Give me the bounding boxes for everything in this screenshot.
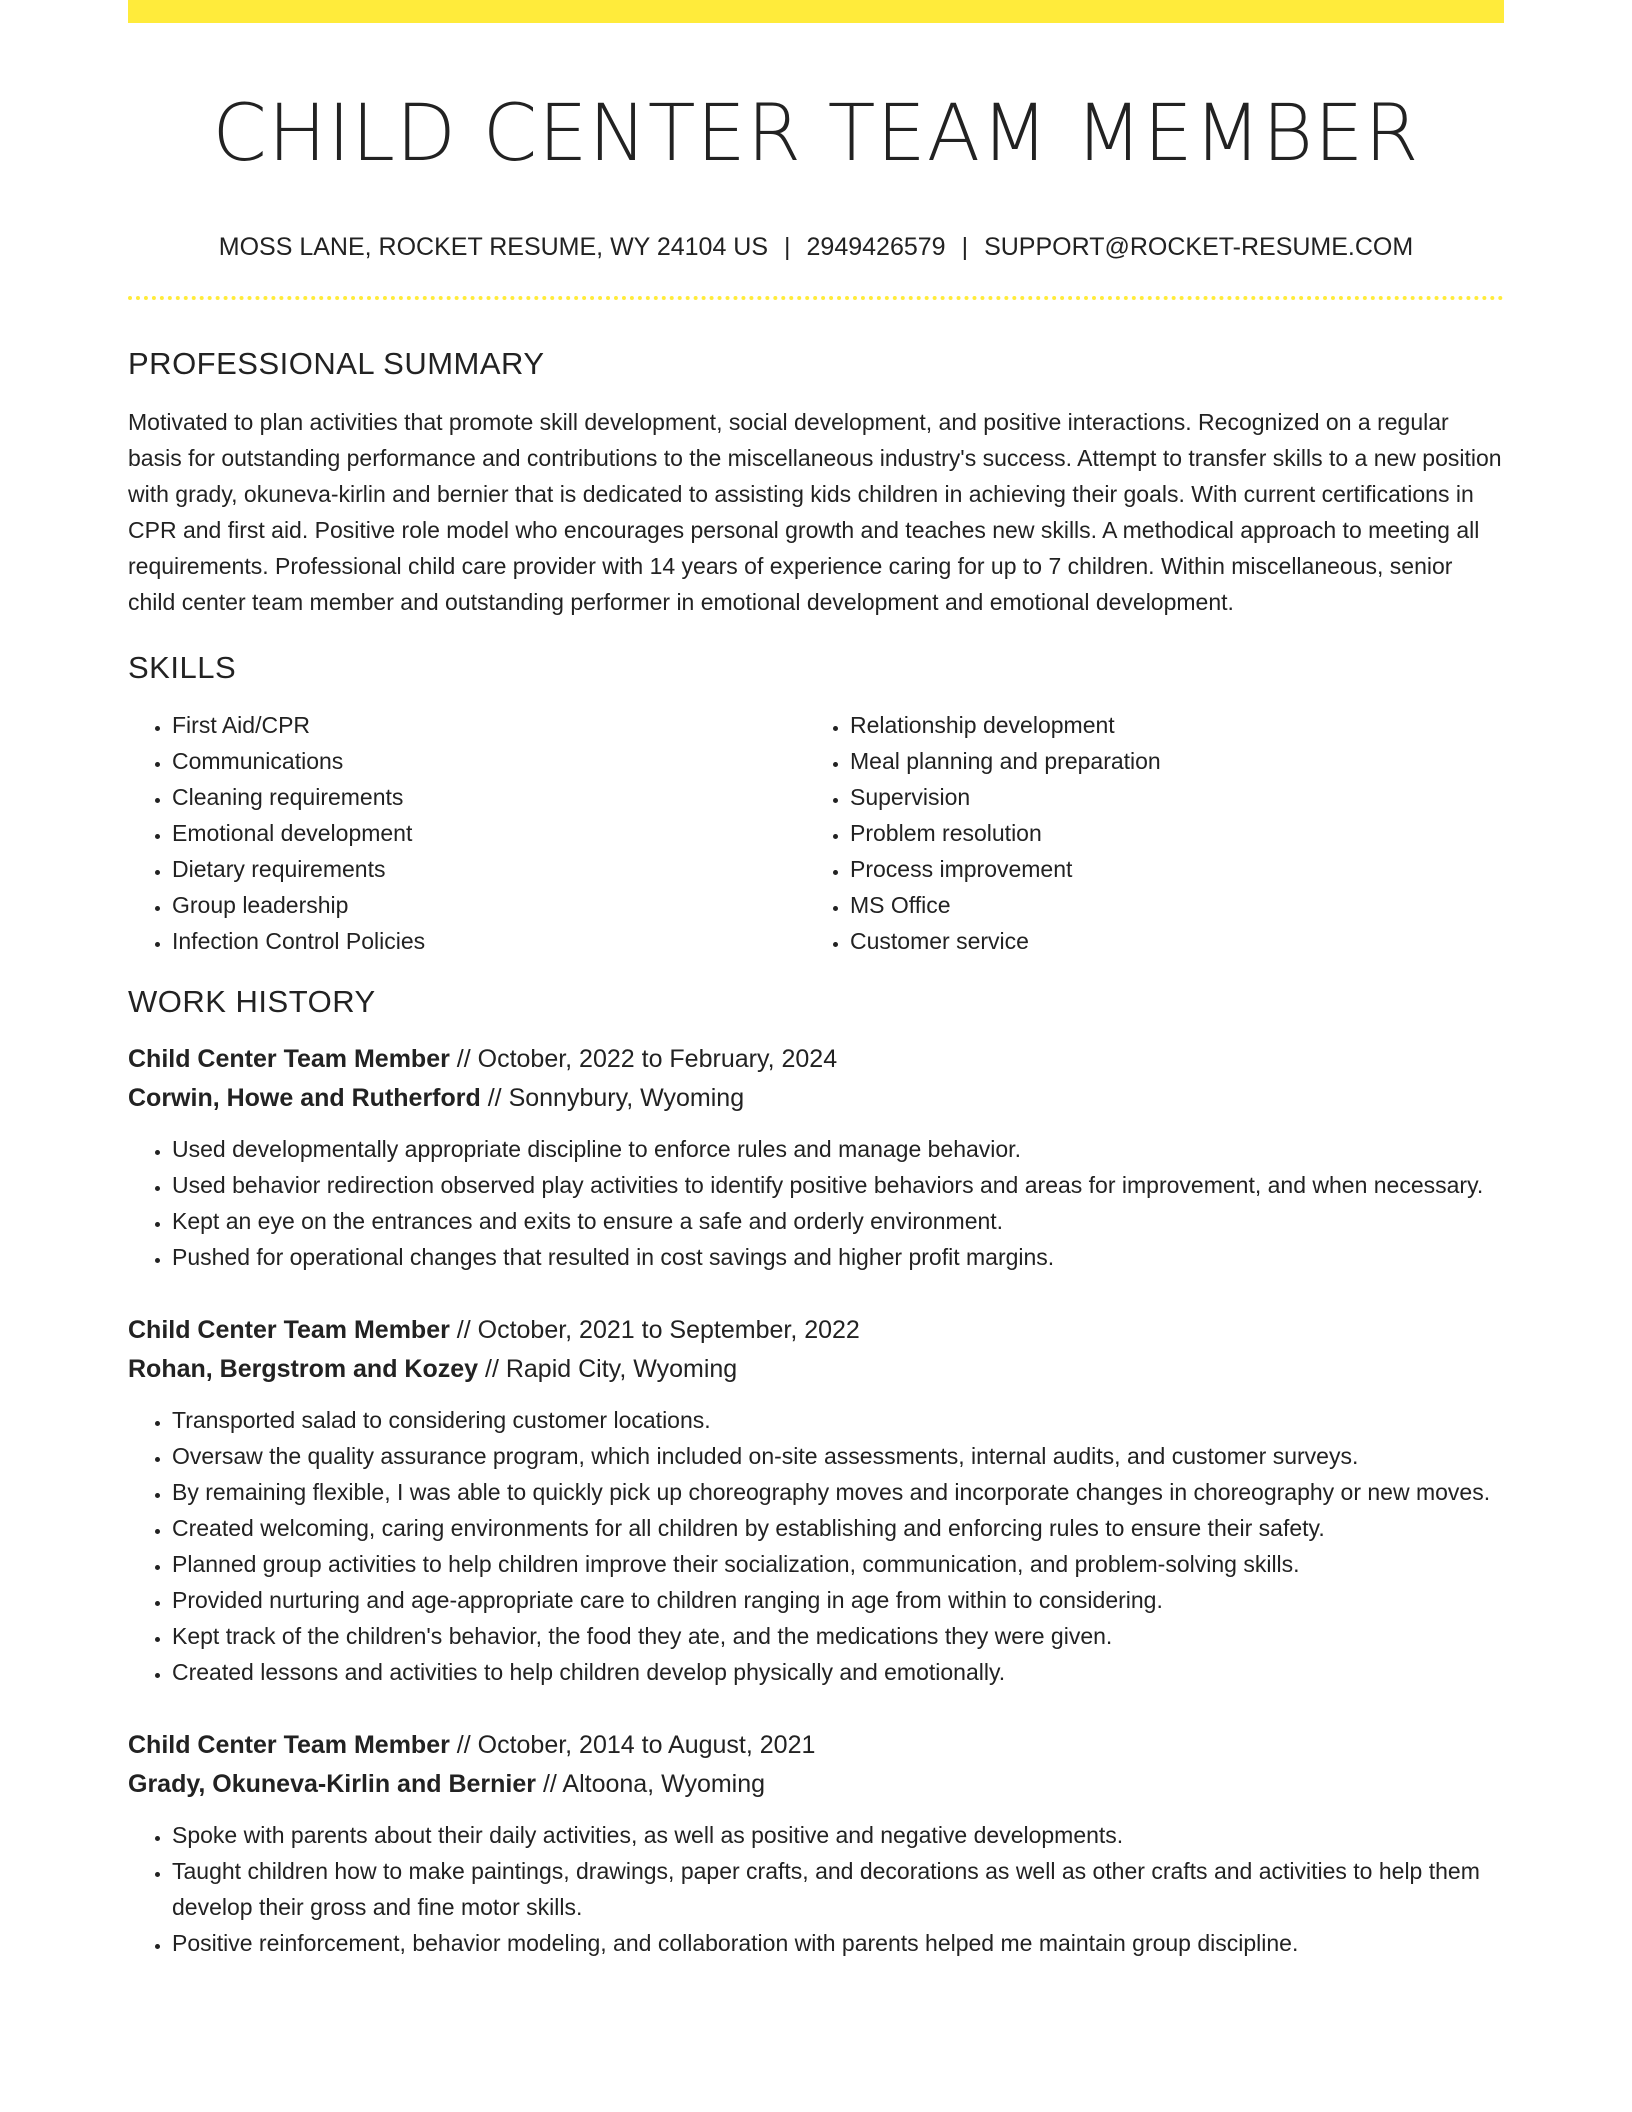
contact-address: MOSS LANE, ROCKET RESUME, WY 24104 US (218, 233, 769, 261)
job-dates: // October, 2022 to February, 2024 (456, 1045, 838, 1073)
job-role-line (128, 1726, 1504, 1765)
job-location: // Sonnybury, Wyoming (487, 1084, 745, 1112)
skills-column-left (128, 707, 806, 959)
skill-item: • Group leadership (172, 887, 806, 923)
summary-text: Motivated to plan activities that promote skill development, social development, and positive interactions. Recognized on a regular basis for outstanding performance and contributions to the miscellaneous industry's success. Attempt to transfer skills to a new position with grady, okuneva-kirlin and bernier that is dedicated to assisting kids children in achieving their goals. With current certifications in CPR and first aid. Positive role model who encourages personal growth and teaches new skills. A methodical approach to meeting all requirements. Professional child care provider with 14 years of experience caring for up to 7 children. Within miscellaneous, senior child center team member and outstanding performer in emotional development and emotional development. (128, 409, 1502, 615)
job-company-line (128, 1350, 1504, 1389)
job-bullets (128, 1817, 1504, 1961)
job-bullets (128, 1402, 1504, 1690)
skill-item: • Infection Control Policies (172, 923, 806, 959)
contact-separator: | (784, 233, 791, 261)
skill-item: • Process improvement (850, 851, 1484, 887)
skill-item: • Dietary requirements (172, 851, 806, 887)
skill-item: • MS Office (850, 887, 1484, 923)
job-bullet: • Kept an eye on the entrances and exits to ensure a safe and orderly environment. (172, 1203, 1504, 1239)
contact-email: SUPPORT@ROCKET-RESUME.COM (984, 233, 1414, 261)
job-location: // Altoona, Wyoming (542, 1770, 766, 1798)
job-bullet: • Pushed for operational changes that resulted in cost savings and higher profit margins. (172, 1239, 1504, 1275)
contact-separator: | (961, 233, 969, 261)
job-company-line (128, 1079, 1504, 1118)
job-bullet: • Created welcoming, caring environments for all children by establishing and enforcing rules to ensure their safety. (172, 1510, 1504, 1546)
job-entry (128, 1311, 1504, 1690)
contact-phone: 2949426579 (806, 233, 946, 261)
skill-item: • Supervision (850, 779, 1484, 815)
job-bullet: • Created lessons and activities to help children develop physically and emotionally. (172, 1654, 1504, 1690)
job-dates: // October, 2021 to September, 2022 (456, 1316, 860, 1344)
skill-item: • Problem resolution (850, 815, 1484, 851)
job-bullets (128, 1131, 1504, 1275)
job-bullet: • Used behavior redirection observed play activities to identify positive behaviors and areas for improvement, and when necessary. (172, 1167, 1504, 1203)
skills-heading: SKILLS (128, 650, 237, 685)
skills-column-right (806, 707, 1484, 959)
job-company-line (128, 1765, 1504, 1804)
resume-name: CHILD CENTER TEAM MEMBER (212, 89, 1420, 179)
skill-item: • Relationship development (850, 707, 1484, 743)
job-bullet: • Positive reinforcement, behavior modeling, and collaboration with parents helped me maintain group discipline. (172, 1925, 1504, 1961)
summary-heading: PROFESSIONAL SUMMARY (128, 346, 545, 381)
job-bullet: • Taught children how to make paintings, drawings, paper crafts, and decorations as well as other crafts and activities to help them develop their gross and fine motor skills. (172, 1853, 1504, 1925)
contact-line (128, 231, 1504, 263)
dotted-divider (128, 296, 1504, 300)
job-bullet: • Kept track of the children's behavior, the food they ate, and the medications they were given. (172, 1618, 1504, 1654)
job-bullet: • Oversaw the quality assurance program, which included on-site assessments, internal audits, and customer surveys. (172, 1438, 1504, 1474)
job-location: // Rapid City, Wyoming (485, 1355, 738, 1383)
job-role: Child Center Team Member (128, 1731, 450, 1759)
job-bullet: • Used developmentally appropriate discipline to enforce rules and manage behavior. (172, 1131, 1504, 1167)
job-role-line (128, 1311, 1504, 1350)
job-company: Corwin, Howe and Rutherford (128, 1084, 481, 1112)
job-dates: // October, 2014 to August, 2021 (456, 1731, 816, 1759)
job-bullet: • Planned group activities to help children improve their socialization, communication, and problem-solving skills. (172, 1546, 1504, 1582)
work-history-heading: WORK HISTORY (128, 984, 376, 1019)
job-entry (128, 1040, 1504, 1275)
job-role: Child Center Team Member (128, 1316, 450, 1344)
skills-list (128, 707, 1504, 959)
job-company: Grady, Okuneva-Kirlin and Bernier (128, 1770, 536, 1798)
job-entry (128, 1726, 1504, 1961)
resume-content (128, 0, 1504, 1961)
job-company: Rohan, Bergstrom and Kozey (128, 1355, 479, 1383)
job-bullet: • Transported salad to considering customer locations. (172, 1402, 1504, 1438)
job-bullet: • By remaining flexible, I was able to quickly pick up choreography moves and incorporate changes in choreography or new moves. (172, 1474, 1504, 1510)
skill-item: • Meal planning and preparation (850, 743, 1484, 779)
skill-item: • Customer service (850, 923, 1484, 959)
job-bullet: • Provided nurturing and age-appropriate care to children ranging in age from within to considering. (172, 1582, 1504, 1618)
job-role-line (128, 1040, 1504, 1079)
skill-item: • Emotional development (172, 815, 806, 851)
skill-item: • First Aid/CPR (172, 707, 806, 743)
skill-item: • Cleaning requirements (172, 779, 806, 815)
job-bullet: • Spoke with parents about their daily activities, as well as positive and negative developments. (172, 1817, 1504, 1853)
skill-item: • Communications (172, 743, 806, 779)
job-role: Child Center Team Member (128, 1045, 450, 1073)
